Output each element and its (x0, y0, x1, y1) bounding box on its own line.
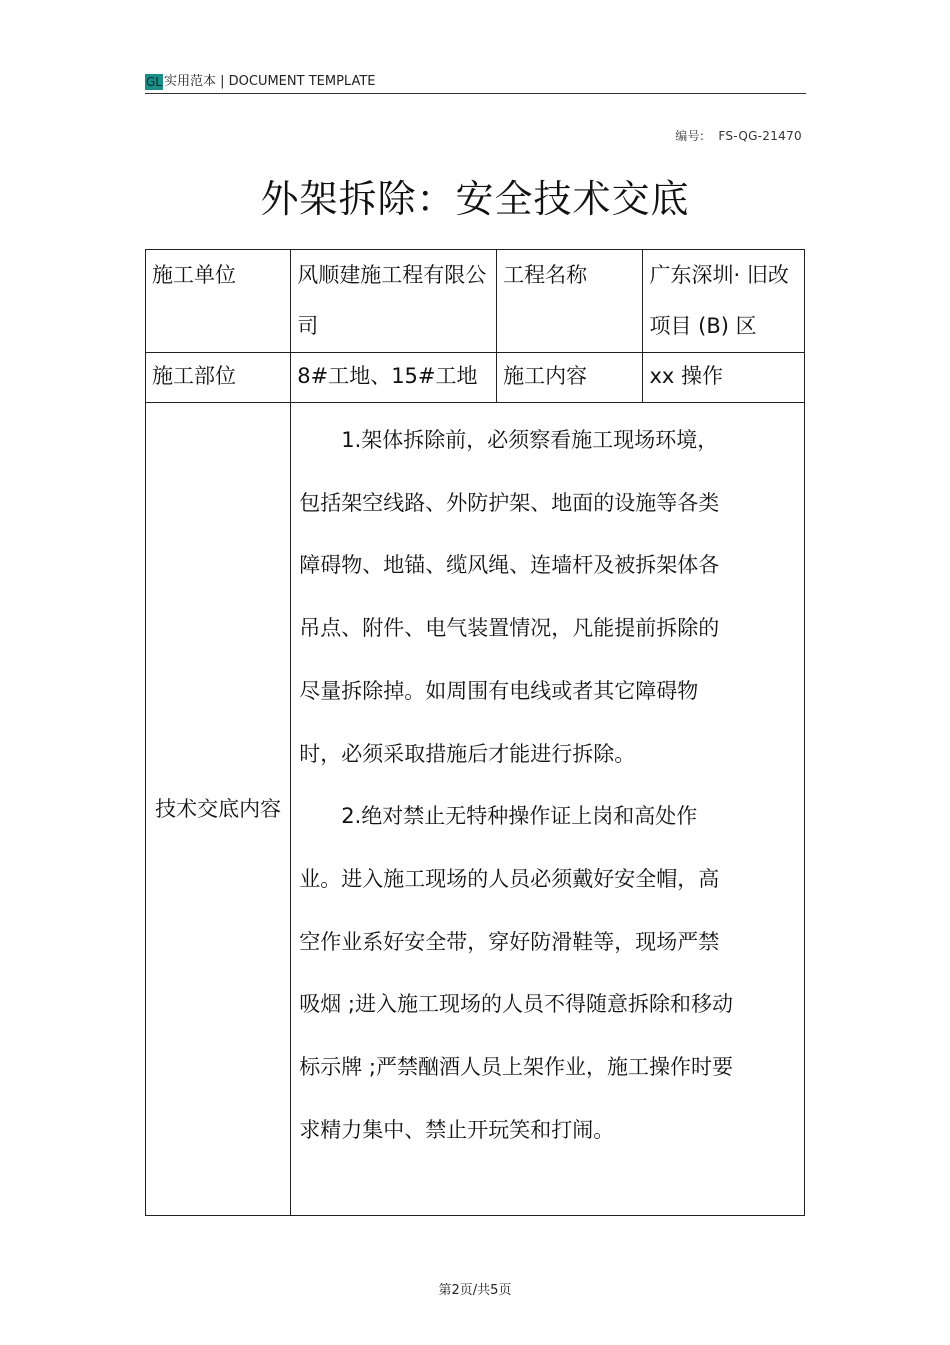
work-value: xx 操作 (643, 353, 805, 403)
table-row (146, 353, 805, 403)
site-value: 8#工地、15#工地 (291, 353, 497, 403)
header-text: 实用范本 | DOCUMENT TEMPLATE (163, 73, 376, 89)
unit-value: 风顺建施工程有限公司 (291, 250, 497, 353)
content-paragraph-1: 1.架体拆除前，必须察看施工现场环境，包括架空线路、外防护架、地面的设施等各类障碍物、地锚、缆风绳、连墙杆及被拆架体各吊点、附件、电气装置情况，凡能提前拆除的尽量拆除掉。如周围有电线或者其它障碍物时，必须采取措施后才能进行拆除。 (299, 428, 720, 766)
page-footer: 第2页/共5页 (438, 1283, 512, 1298)
content-label: 技术交底内容 (146, 403, 291, 1216)
project-value: 广东深圳· 旧改项目 (B) 区 (643, 250, 805, 353)
page-header (145, 70, 806, 94)
table-row (146, 250, 805, 353)
site-label: 施工部位 (146, 353, 291, 403)
disclosure-table (145, 249, 805, 1216)
document-number-value: FS-QG-21470 (718, 129, 802, 143)
unit-label: 施工单位 (146, 250, 291, 353)
project-label: 工程名称 (497, 250, 643, 353)
table-row (146, 403, 805, 1216)
page-title: 外架拆除：安全技术交底 (260, 177, 690, 221)
document-number (675, 127, 802, 144)
content-body (291, 403, 805, 1216)
document-number-label: 编号: (675, 129, 705, 143)
content-paragraph-2: 2.绝对禁止无特种操作证上岗和高处作业。进入施工现场的人员必须戴好安全帽，高空作业系好安全带，穿好防滑鞋等，现场严禁吸烟 ;进入施工现场的人员不得随意拆除和移动标示牌 ;严禁酗酒人员上架作业，施工操作时要求精力集中、禁止开玩笑和打闹。 (299, 804, 733, 1142)
work-label: 施工内容 (497, 353, 643, 403)
brand-logo: GL (146, 74, 162, 89)
